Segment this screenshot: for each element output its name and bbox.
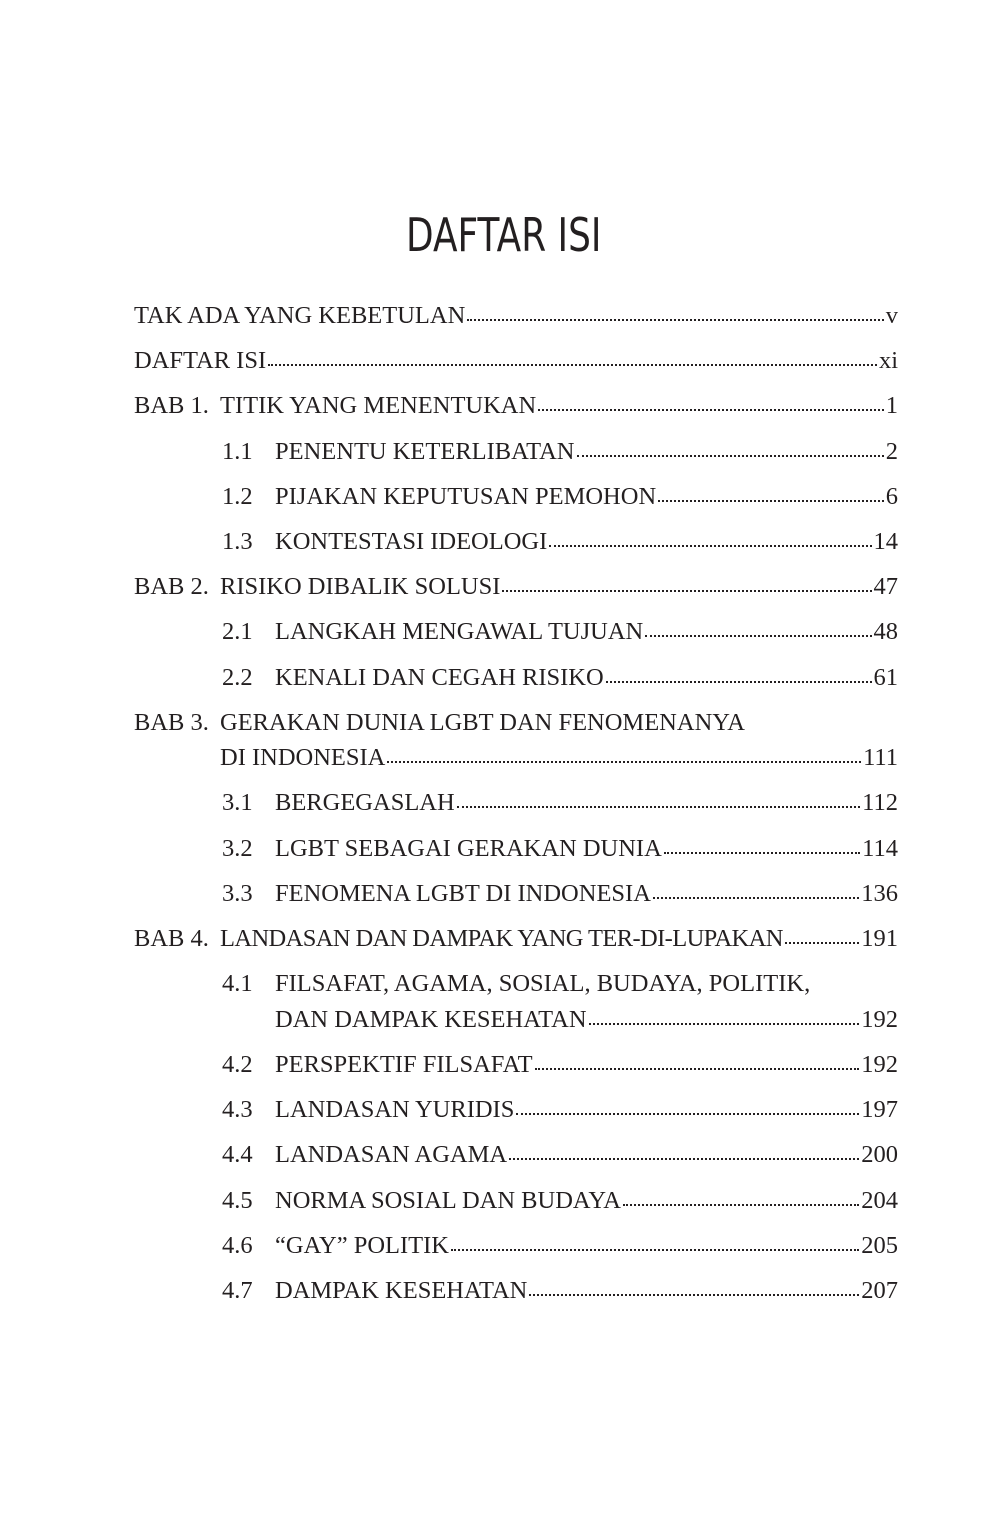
toc-section[interactable] [222,1050,898,1080]
chapter-number: BAB 3. [134,709,209,736]
toc-entry-page: v [885,302,898,329]
dot-leader [645,617,871,639]
toc-section[interactable] [222,617,898,647]
toc-entry-page: 204 [861,1187,898,1214]
dot-leader [535,1050,860,1072]
toc-section[interactable] [222,1276,898,1306]
toc-section[interactable] [222,1095,898,1125]
toc-entry-page: 136 [861,880,898,907]
toc-entry-label: PIJAKAN KEPUTUSAN PEMOHON [275,483,657,510]
toc-section[interactable] [222,437,898,467]
section-number: 4.2 [222,1051,253,1078]
dot-leader [538,391,884,413]
toc-entry[interactable] [134,301,898,331]
toc-entry-label: “GAY” POLITIK [275,1232,449,1259]
toc-entry-label: KONTESTASI IDEOLOGI [275,528,548,555]
toc-chapter-line[interactable] [134,708,745,738]
section-number: 4.5 [222,1187,253,1214]
section-number: 2.1 [222,618,253,645]
dot-leader [451,1231,859,1253]
toc-entry-page: 197 [861,1096,898,1123]
toc-entry-page: 192 [861,1006,898,1033]
toc-section[interactable] [222,834,898,864]
section-number: 3.2 [222,835,253,862]
section-number: 1.2 [222,483,253,510]
toc-entry-page: 207 [861,1277,898,1304]
dot-leader [589,1005,860,1027]
toc-entry-page: 112 [862,789,898,816]
dot-leader [785,924,859,946]
dot-leader [623,1186,859,1208]
section-number: 1.3 [222,528,253,555]
toc-section[interactable] [222,788,898,818]
toc-entry-page: 47 [873,573,898,600]
dot-leader [516,1095,859,1117]
dot-leader [509,1140,859,1162]
toc-entry-label: LGBT SEBAGAI GERAKAN DUNIA [275,835,662,862]
toc-section[interactable] [222,879,898,909]
dot-leader [457,788,860,810]
toc-entry-label: TITIK YANG MENENTUKAN [220,392,537,419]
toc-section[interactable] [222,1186,898,1216]
dot-leader [529,1276,859,1298]
toc-section[interactable] [222,1140,898,1170]
section-number: 4.3 [222,1096,253,1123]
toc-entry-label: FENOMENA LGBT DI INDONESIA [275,880,651,907]
toc-entry-label: DAN DAMPAK KESEHATAN [275,1006,587,1033]
toc-entry-page: 14 [873,528,898,555]
toc-entry-label: LANDASAN DAN DAMPAK YANG TER-DI-LUPAKAN [220,925,783,952]
dot-leader [664,834,860,856]
section-number: 2.2 [222,664,253,691]
toc-entry[interactable] [134,346,898,376]
toc-entry-label: DI INDONESIA [220,744,386,771]
toc-entry-label: GERAKAN DUNIA LGBT DAN FENOMENANYA [220,709,745,736]
toc-entry-label: LANGKAH MENGAWAL TUJUAN [275,618,644,645]
toc-entry-page: 191 [861,925,898,952]
dot-leader [387,743,861,765]
chapter-number: BAB 2. [134,573,209,600]
toc-section[interactable] [222,663,898,693]
toc-entry-page: 200 [861,1141,898,1168]
toc-section[interactable] [222,527,898,557]
dot-leader [268,346,877,368]
toc-entry-label: PERSPEKTIF FILSAFAT [275,1051,533,1078]
dot-leader [577,437,884,459]
page-title: DAFTAR ISI [405,208,602,262]
toc-entry-label: TAK ADA YANG KEBETULAN [134,302,466,329]
toc-chapter[interactable] [134,924,898,954]
toc-section[interactable] [222,1231,898,1261]
dot-leader [467,301,883,323]
toc-chapter[interactable] [134,572,898,602]
toc-entry-label: KENALI DAN CEGAH RISIKO [275,664,604,691]
section-number: 3.1 [222,789,253,816]
toc-entry-label: NORMA SOSIAL DAN BUDAYA [275,1187,622,1214]
section-number: 4.6 [222,1232,253,1259]
toc-entry-page: 48 [873,618,898,645]
toc-entry-page: xi [878,347,898,374]
toc-entry-label: BERGEGASLAH [275,789,455,816]
section-number: 3.3 [222,880,253,907]
section-number: 4.1 [222,970,253,997]
section-number: 4.4 [222,1141,253,1168]
dot-leader [653,879,859,901]
toc-section-continuation[interactable] [275,1005,898,1035]
dot-leader [549,527,871,549]
toc-entry-page: 6 [885,483,898,510]
toc-entry-page: 111 [863,744,898,771]
chapter-number: BAB 1. [134,392,209,419]
toc-entry-page: 205 [861,1232,898,1259]
toc-entry-page: 114 [862,835,898,862]
toc-entry-page: 192 [861,1051,898,1078]
chapter-number: BAB 4. [134,925,209,952]
toc-entry-label: FILSAFAT, AGAMA, SOSIAL, BUDAYA, POLITIK, [275,970,811,997]
dot-leader [606,663,872,685]
toc-entry-label: DAFTAR ISI [134,347,267,374]
toc-section-line[interactable] [222,969,810,999]
dot-leader [658,482,884,504]
toc-entry-label: PENENTU KETERLIBATAN [275,438,575,465]
toc-entry-page: 61 [873,664,898,691]
toc-entry-label: LANDASAN AGAMA [275,1141,508,1168]
section-number: 1.1 [222,438,253,465]
toc-entry-page: 1 [885,392,898,419]
dot-leader [502,572,871,594]
section-number: 4.7 [222,1277,253,1304]
toc-entry-label: DAMPAK KESEHATAN [275,1277,528,1304]
toc-section[interactable] [222,482,898,512]
toc-entry-label: LANDASAN YURIDIS [275,1096,515,1123]
toc-chapter[interactable] [134,391,898,421]
toc-chapter-continuation[interactable] [220,743,898,773]
toc-entry-page: 2 [885,438,898,465]
toc-entry-label: RISIKO DIBALIK SOLUSI [220,573,501,600]
